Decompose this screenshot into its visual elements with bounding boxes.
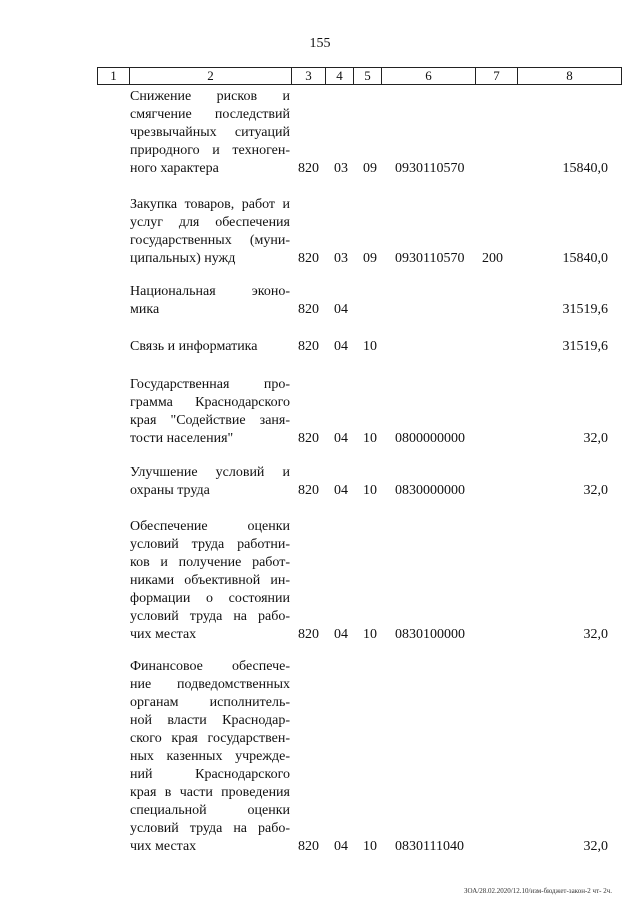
row-name-line: ципальных) нужд (130, 251, 236, 266)
header-col-4: 4 (326, 68, 354, 84)
row-name-line: никами объективной ин- (130, 573, 290, 588)
cell-c3: 820 (298, 302, 319, 317)
row-name-line: ков и получение работ- (130, 555, 290, 570)
header-col-7: 7 (476, 68, 518, 84)
cell-c5: 09 (363, 251, 377, 266)
cell-c5: 10 (363, 339, 377, 354)
row-name-line: грамма Краснодарского (130, 395, 290, 410)
row-name-line: Государственная про- (130, 377, 290, 392)
cell-c4: 04 (334, 483, 348, 498)
header-col-5: 5 (354, 68, 382, 84)
row-name-line: края "Содействие заня- (130, 413, 290, 428)
row-name-line: условий труда на рабо- (130, 609, 290, 624)
row-name-line: ных казенных учрежде- (130, 749, 290, 764)
cell-c3: 820 (298, 483, 319, 498)
row-name-line: Обеспечение оценки (130, 519, 290, 534)
row-name-line: чрезвычайных ситуаций (130, 125, 290, 140)
cell-c5: 09 (363, 161, 377, 176)
cell-c8: 15840,0 (562, 161, 608, 176)
header-col-2: 2 (130, 68, 292, 84)
row-name (130, 88, 290, 178)
cell-c7: 200 (482, 251, 503, 266)
cell-c4: 04 (334, 431, 348, 446)
cell-c8: 32,0 (583, 627, 608, 642)
cell-c4: 03 (334, 161, 348, 176)
row-name-line: охраны труда (130, 483, 210, 498)
row-name-line: органам исполнитель- (130, 695, 290, 710)
row-name-line: Снижение рисков и (130, 89, 290, 104)
cell-c6: 0830100000 (395, 627, 465, 642)
cell-c6: 0800000000 (395, 431, 465, 446)
row-name-line: мика (130, 302, 160, 317)
row-name-line: ного характера (130, 161, 219, 176)
cell-c5: 10 (363, 483, 377, 498)
row-name (130, 338, 290, 356)
cell-c6: 0830000000 (395, 483, 465, 498)
cell-c8: 32,0 (583, 483, 608, 498)
row-name (130, 376, 290, 448)
cell-c8: 32,0 (583, 431, 608, 446)
row-name-line: природного и техноген- (130, 143, 290, 158)
row-name-line: тости населения" (130, 431, 234, 446)
header-col-8: 8 (566, 68, 573, 83)
cell-c3: 820 (298, 431, 319, 446)
row-name-line: условий труда работни- (130, 537, 290, 552)
row-name-line: ной власти Краснодар- (130, 713, 290, 728)
header-col-1: 1 (98, 68, 130, 84)
row-name-line: формации о состоянии (130, 591, 290, 606)
cell-c8: 15840,0 (562, 251, 608, 266)
row-name-line: края в части проведения (130, 785, 290, 800)
row-name-line: Закупка товаров, работ и (130, 197, 290, 212)
cell-c8: 31519,6 (562, 302, 608, 317)
row-name-line: ний Краснодарского (130, 767, 290, 782)
row-name-line: чих местах (130, 839, 197, 854)
cell-c6: 0930110570 (395, 161, 465, 176)
cell-c3: 820 (298, 251, 319, 266)
cell-c4: 04 (334, 839, 348, 854)
row-name-line: Национальная эконо- (130, 284, 290, 299)
row-name-line: Финансовое обеспече- (130, 659, 290, 674)
row-name-line: условий труда на рабо- (130, 821, 290, 836)
cell-c8: 31519,6 (562, 339, 608, 354)
row-name-line: услуг для обеспечения (130, 215, 290, 230)
cell-c3: 820 (298, 839, 319, 854)
cell-c4: 04 (334, 339, 348, 354)
cell-c6: 0830111040 (395, 839, 464, 854)
cell-c6: 0930110570 (395, 251, 465, 266)
row-name (130, 464, 290, 500)
row-name (130, 196, 290, 268)
cell-c8: 32,0 (583, 839, 608, 854)
cell-c4: 04 (334, 627, 348, 642)
row-name-line: специальной оценки (130, 803, 290, 818)
row-name-line: государственных (муни- (130, 233, 290, 248)
cell-c5: 10 (363, 627, 377, 642)
cell-c5: 10 (363, 839, 377, 854)
cell-c3: 820 (298, 161, 319, 176)
row-name-line: Связь и информатика (130, 339, 258, 354)
row-name-line: ние подведомственных (130, 677, 290, 692)
cell-c4: 04 (334, 302, 348, 317)
row-name-line: ского края государствен- (130, 731, 290, 746)
file-footer: ЗОА/28.02.2020/12.10/изм-бюджет-закон-2 чт- 2ч. (464, 887, 612, 895)
header-col-3: 3 (292, 68, 326, 84)
row-name-line: Улучшение условий и (130, 465, 290, 480)
row-name-line: смягчение последствий (130, 107, 290, 122)
row-name (130, 518, 290, 644)
cell-c3: 820 (298, 339, 319, 354)
row-name (130, 283, 290, 319)
row-name-line: чих местах (130, 627, 197, 642)
row-name (130, 658, 290, 856)
cell-c4: 03 (334, 251, 348, 266)
cell-c5: 10 (363, 431, 377, 446)
page-number: 155 (309, 36, 331, 51)
cell-c3: 820 (298, 627, 319, 642)
header-col-6: 6 (382, 68, 476, 84)
